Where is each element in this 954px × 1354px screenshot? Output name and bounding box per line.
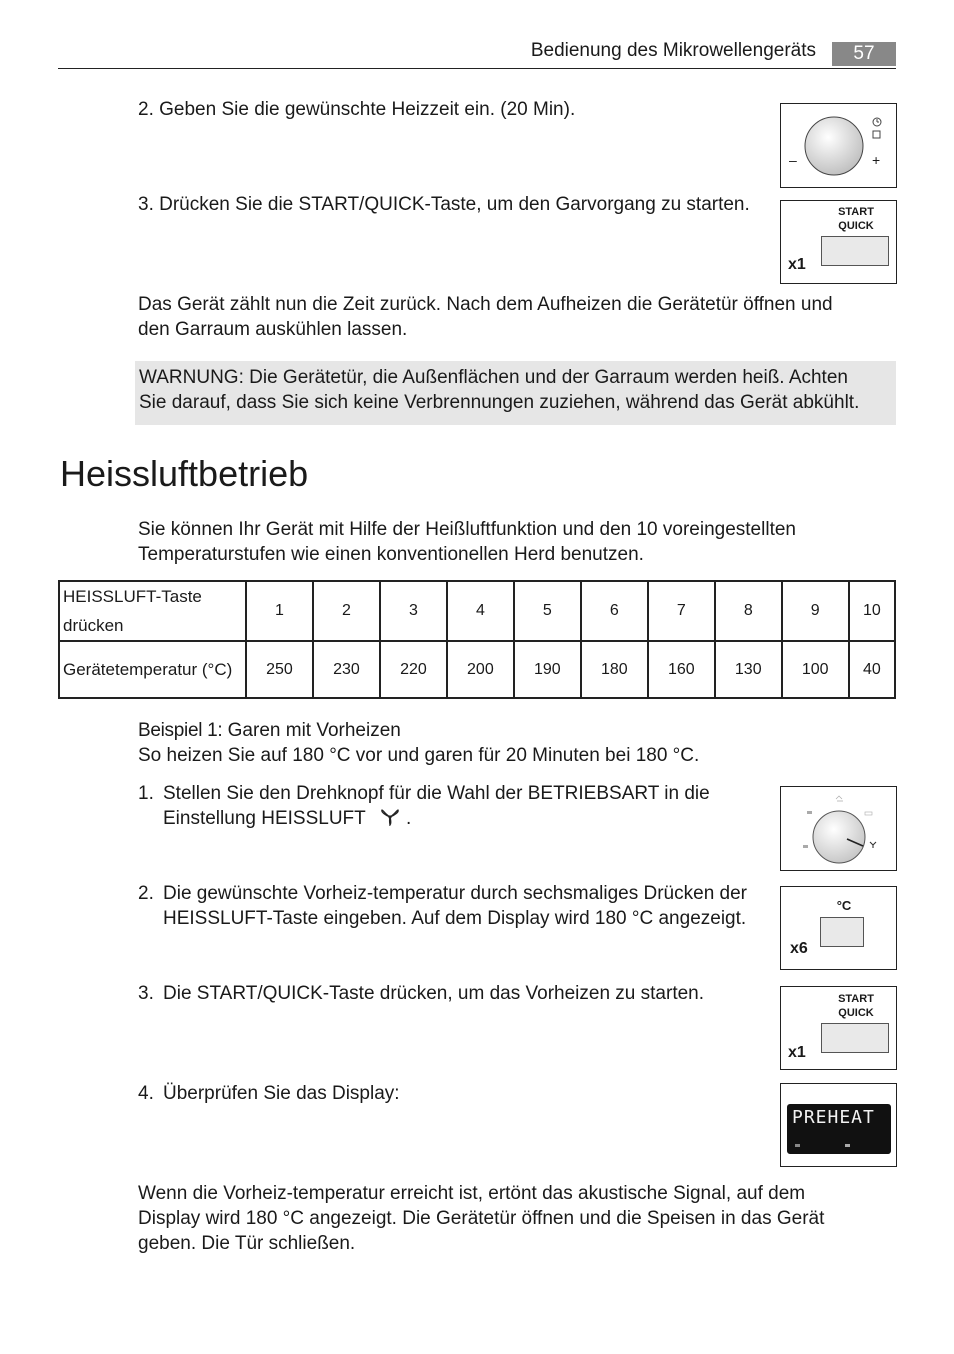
header-rule (58, 68, 896, 69)
table-label-line-2: drücken (63, 616, 124, 635)
final-line-3: geben. Die Tür schließen. (138, 1233, 356, 1254)
intro-paragraph (138, 517, 796, 567)
table-cell: 180 (581, 641, 648, 698)
header-title: Bedienung des Mikrowellengeräts (530, 40, 816, 61)
celsius-label: °C (836, 898, 852, 913)
warning-line-1: WARNUNG: Die Gerätetür, die Außenflächen und der Garraum werden heiß. Achten (139, 367, 848, 388)
page-number: 57 (832, 42, 896, 66)
display-indicator-icon (795, 1144, 800, 1147)
start-quick-button-face (821, 236, 889, 266)
table-cell: 220 (380, 641, 447, 698)
table-cell: 7 (648, 581, 715, 641)
section-title: Heissluftbetrieb (60, 453, 309, 494)
table-label-line-1: HEISSLUFT-Taste (63, 587, 202, 606)
display-fan-indicator-icon (845, 1144, 850, 1147)
temperature-table (58, 580, 896, 699)
start-quick-illustration-2 (780, 986, 897, 1070)
mode-dial-illustration (780, 786, 897, 871)
press-count-x6: x6 (790, 940, 808, 957)
table-label-presses (59, 581, 246, 641)
step-4-number: 4. (138, 1083, 154, 1104)
countdown-line-1: Das Gerät zählt nun die Zeit zurück. Nach dem Aufheizen die Gerätetür öffnen und (138, 294, 833, 315)
press-count-x1: x1 (788, 1044, 806, 1061)
fan-icon (379, 808, 401, 826)
example-title: Garen mit Vorheizen (222, 720, 401, 741)
table-cell: 5 (514, 581, 581, 641)
warning-box (135, 361, 896, 425)
countdown-line-2: den Garraum auskühlen lassen. (138, 319, 408, 340)
dial-minus-label: – (789, 152, 797, 168)
table-cell: 8 (715, 581, 782, 641)
step-1-number: 1. (138, 783, 154, 804)
step-2-number: 2. (138, 883, 154, 904)
step-1-line-2: Einstellung HEISSLUFT (163, 808, 366, 829)
step-4-text: Überprüfen Sie das Display: (163, 1083, 400, 1104)
display-illustration (780, 1083, 897, 1167)
start-label: START (838, 206, 874, 218)
step-3-text: Die START/QUICK-Taste drücken, um das Vorheizen zu starten. (163, 983, 705, 1004)
table-cell: 190 (514, 641, 581, 698)
table-cell: 1 (246, 581, 313, 641)
example-label: Beispiel 1: (138, 720, 223, 741)
heissluft-button-face (820, 917, 864, 947)
quick-label: QUICK (838, 220, 874, 232)
countdown-paragraph (138, 292, 833, 342)
example-heading (138, 718, 401, 743)
table-cell: 40 (849, 641, 895, 698)
step-1-text (163, 781, 710, 831)
table-cell: 6 (581, 581, 648, 641)
final-line-2: Display wird 180 °C angezeigt. Die Gerätetür öffnen und die Speisen in das Gerät (138, 1208, 825, 1229)
table-row-presses (59, 581, 895, 641)
step-2-line-2: HEISSLUFT-Taste eingeben. Auf dem Display wird 180 °C angezeigt. (163, 908, 747, 929)
intro-line-1: Sie können Ihr Gerät mit Hilfe der Heißluftfunktion und den 10 voreingestellten (138, 519, 796, 540)
step-2-top: 2. Geben Sie die gewünschte Heizzeit ein. (20 Min). (138, 99, 576, 120)
table-cell: 2 (313, 581, 380, 641)
start-label: START (838, 993, 874, 1005)
quick-label: QUICK (838, 1007, 874, 1019)
table-cell: 100 (782, 641, 849, 698)
intro-line-2: Temperaturstufen wie einen konventionellen Herd benutzen. (138, 544, 644, 565)
step-1-line-2-wrap (163, 806, 710, 831)
step-2-text (163, 881, 747, 931)
table-cell: 3 (380, 581, 447, 641)
time-dial-icon (781, 104, 896, 187)
table-cell: 200 (447, 641, 514, 698)
final-line-1: Wenn die Vorheiz-temperatur erreicht ist, ertönt das akustische Signal, auf dem (138, 1183, 806, 1204)
example-subtitle: So heizen Sie auf 180 °C vor und garen für 20 Minuten bei 180 °C. (138, 745, 700, 766)
step-1-line-1: Stellen Sie den Drehknopf für die Wahl der BETRIEBSART in die (163, 783, 710, 804)
table-cell: 9 (782, 581, 849, 641)
table-cell: 4 (447, 581, 514, 641)
step-3-number: 3. (138, 983, 154, 1004)
table-cell: 160 (648, 641, 715, 698)
start-quick-illustration-1 (780, 200, 897, 284)
table-cell: 10 (849, 581, 895, 641)
display-text: PREHEAT (792, 1107, 875, 1128)
step-3-top: 3. Drücken Sie die START/QUICK-Taste, um den Garvorgang zu starten. (138, 194, 750, 215)
mode-dial-icon (781, 787, 896, 870)
warning-line-2: Sie darauf, dass Sie sich keine Verbrennungen zuziehen, während das Gerät abkühlt. (139, 392, 860, 413)
table-label-temperature: Gerätetemperatur (°C) (59, 641, 246, 698)
press-count-x1: x1 (788, 256, 806, 273)
table-row-temperatures (59, 641, 895, 698)
step-1-suffix: . (400, 808, 412, 829)
final-paragraph (138, 1181, 824, 1256)
heissluft-button-illustration (780, 886, 897, 970)
time-dial-illustration (780, 103, 897, 188)
start-quick-button-face (821, 1023, 889, 1053)
table-cell: 230 (313, 641, 380, 698)
dial-plus-label: + (872, 152, 881, 168)
table-cell: 130 (715, 641, 782, 698)
step-2-line-1: Die gewünschte Vorheiz-temperatur durch sechsmaliges Drücken der (163, 883, 747, 904)
table-cell: 250 (246, 641, 313, 698)
lcd-display (787, 1104, 891, 1154)
